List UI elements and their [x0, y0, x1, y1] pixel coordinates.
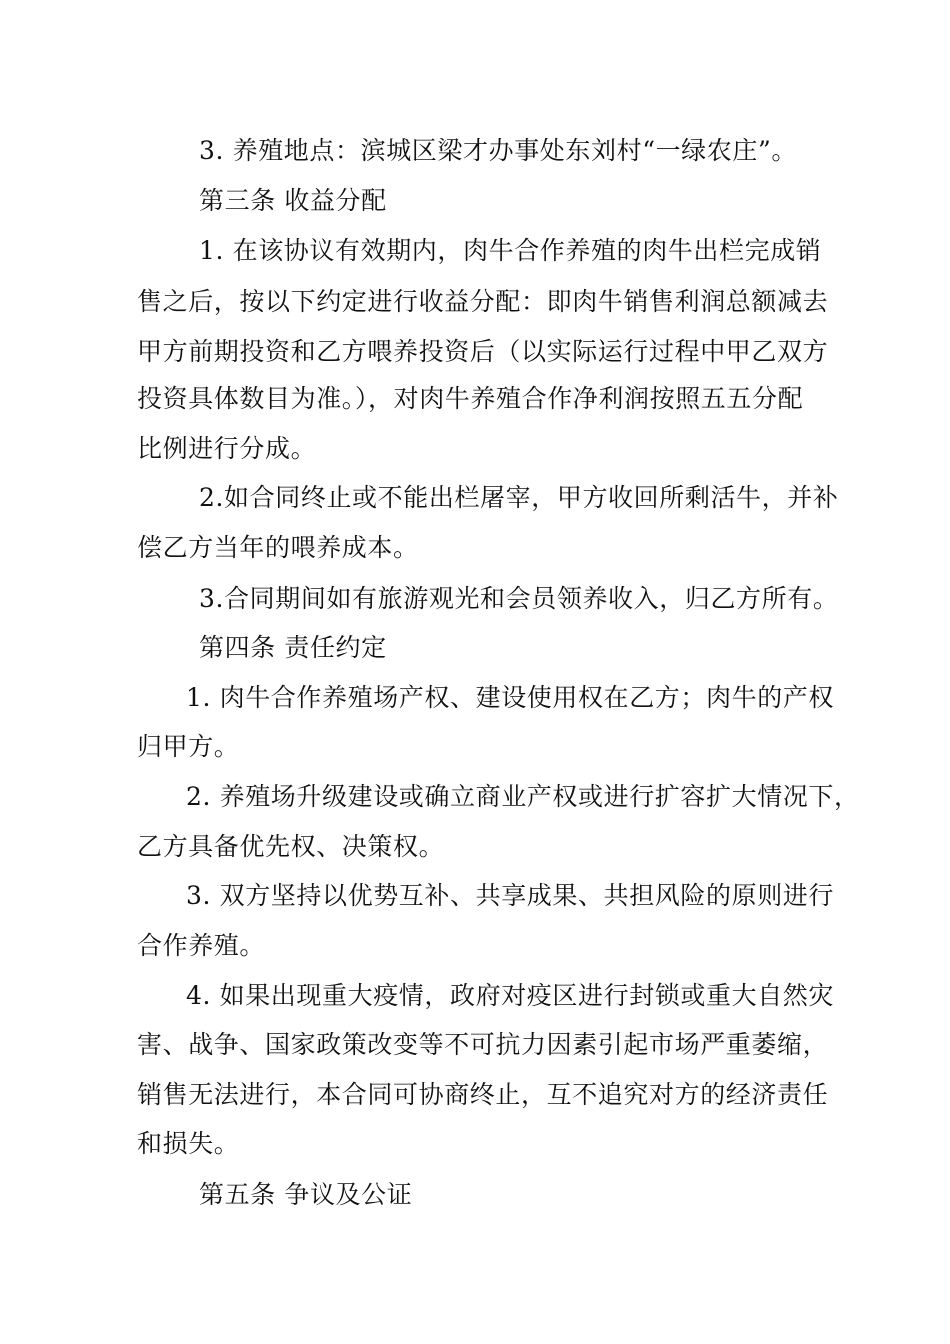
paragraph-line: 1. 在该协议有效期内，肉牛合作养殖的肉牛出栏完成销 — [199, 236, 822, 265]
paragraph-line: 3.合同期间如有旅游观光和会员领养收入，归乙方所有。 — [199, 584, 839, 613]
paragraph-line: 害、战争、国家政策改变等不可抗力因素引起市场严重萎缩， — [137, 1030, 829, 1059]
paragraph-line: 合作养殖。 — [137, 931, 266, 960]
paragraph-line: 偿乙方当年的喂养成本。 — [137, 533, 419, 562]
paragraph-line: 3. 养殖地点：滨城区梁才办事处东刘村“一绿农庄”。 — [199, 136, 797, 165]
paragraph-line: 2.如合同终止或不能出栏屠宰，甲方收回所剩活牛，并补 — [199, 483, 839, 512]
paragraph-line: 投资具体数目为准。），对肉牛养殖合作净利润按照五五分配 — [137, 384, 804, 413]
paragraph-line: 乙方具备优先权、决策权。 — [137, 832, 445, 861]
paragraph-line: 甲方前期投资和乙方喂养投资后（以实际运行过程中甲乙双方 — [137, 337, 829, 366]
paragraph-line: 和损失。 — [137, 1129, 240, 1158]
section-heading: 第五条 争议及公证 — [199, 1180, 413, 1209]
section-heading: 第三条 收益分配 — [199, 186, 387, 215]
section-heading: 第四条 责任约定 — [199, 633, 387, 662]
paragraph-line: 1. 肉牛合作养殖场产权、建设使用权在乙方；肉牛的产权 — [186, 683, 835, 712]
paragraph-line: 3. 双方坚持以优势互补、共享成果、共担风险的原则进行 — [186, 881, 835, 910]
paragraph-line: 销售无法进行，本合同可协商终止，互不追究对方的经济责任 — [137, 1080, 829, 1109]
paragraph-line: 2. 养殖场升级建设或确立商业产权或进行扩容扩大情况下， — [186, 782, 860, 811]
paragraph-line: 4. 如果出现重大疫情，政府对疫区进行封锁或重大自然灾 — [186, 981, 835, 1010]
paragraph-line: 比例进行分成。 — [137, 434, 317, 463]
paragraph-line: 归甲方。 — [137, 732, 240, 761]
paragraph-line: 售之后，按以下约定进行收益分配：即肉牛销售利润总额减去 — [137, 287, 829, 316]
